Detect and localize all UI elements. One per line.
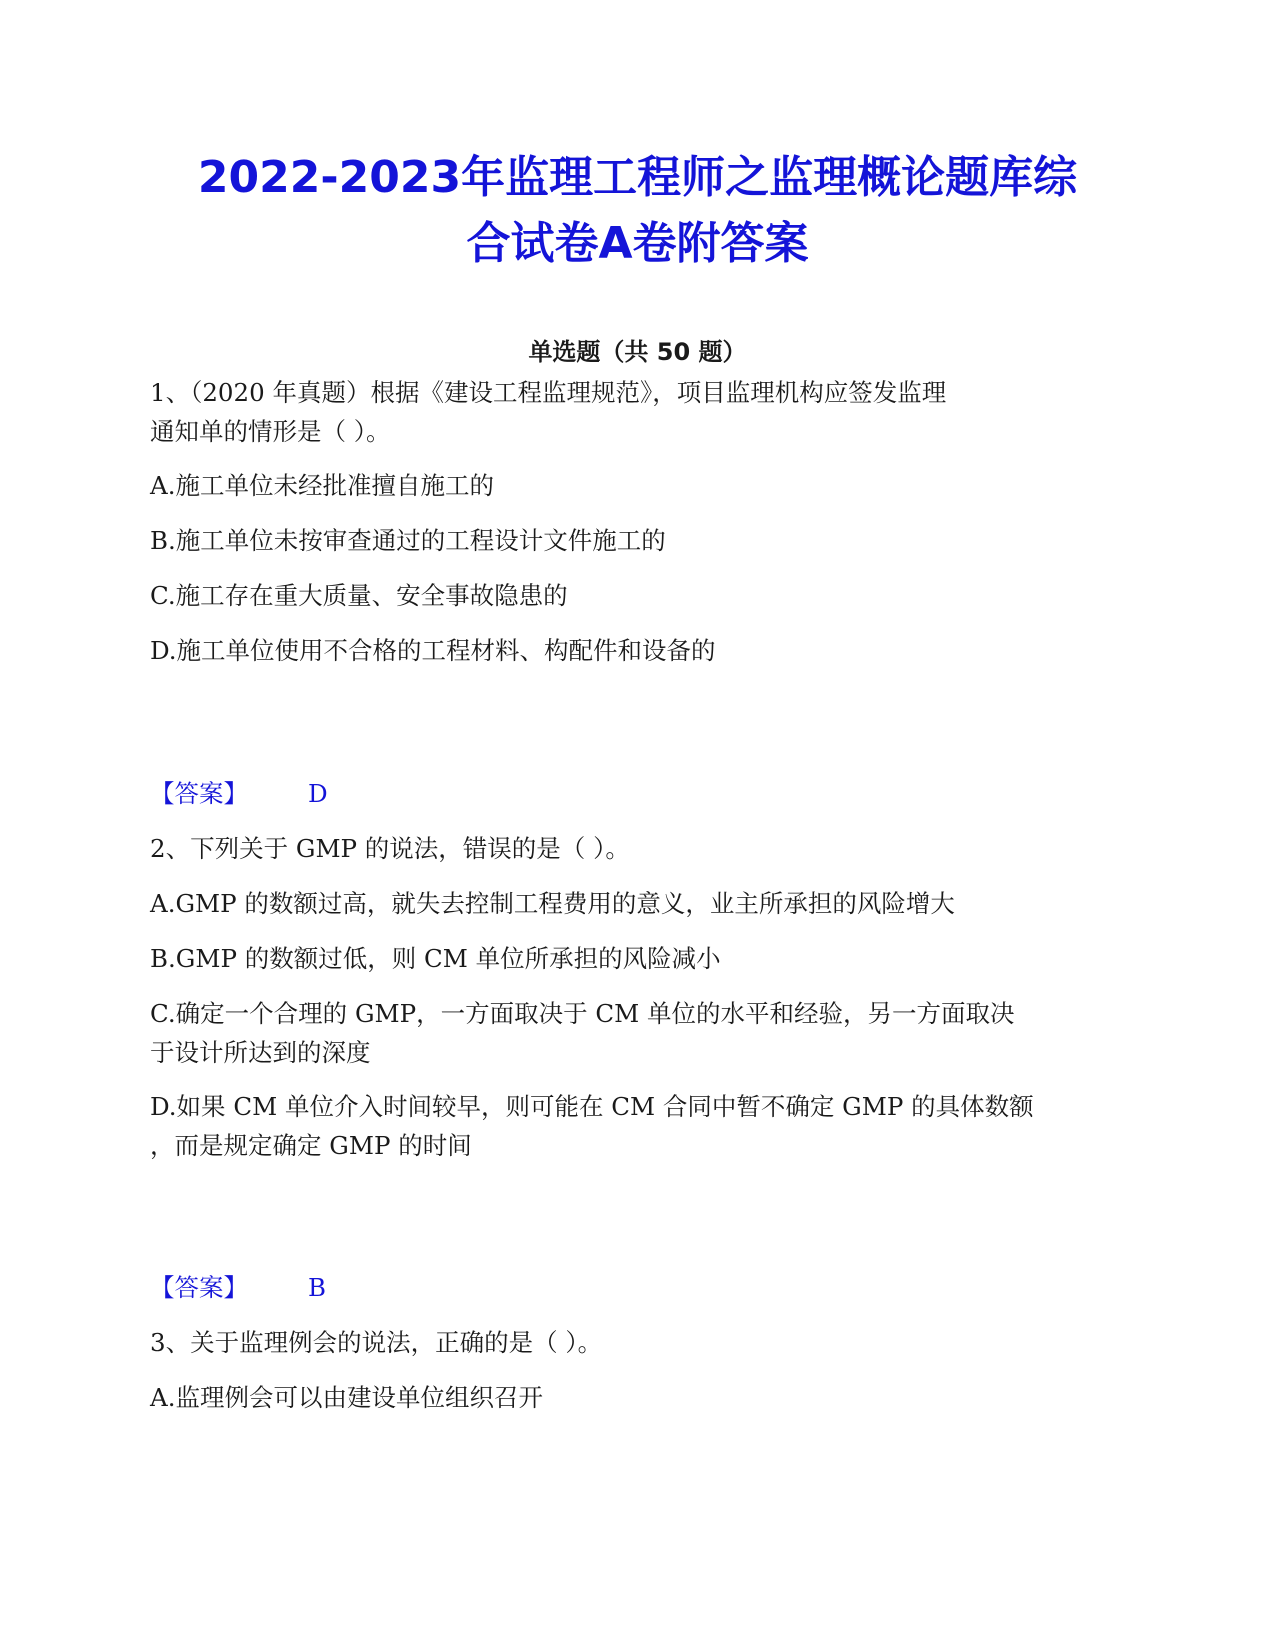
question-2-option-c-line-1: C.确定一个合理的 GMP，一方面取决于 CM 单位的水平和经验，另一方面取决 <box>150 999 1015 1028</box>
question-2-option-a: A.GMP 的数额过高，就失去控制工程费用的意义，业主所承担的风险增大 <box>150 889 955 918</box>
answer-value: B <box>308 1273 327 1302</box>
question-3-stem: 3、关于监理例会的说法，正确的是（ ）。 <box>150 1328 603 1357</box>
question-1-option-b: B.施工单位未按审查通过的工程设计文件施工的 <box>150 526 666 555</box>
question-2-answer <box>150 1270 1130 1306</box>
title-line-1: 2022-2023年监理工程师之监理概论题库综 <box>197 152 1078 203</box>
question-1-answer <box>150 776 1130 812</box>
answer-value: D <box>308 779 328 808</box>
title-line-2: 合试卷A卷附答案 <box>466 218 809 269</box>
question-1-stem-line-1: 1、（2020 年真题）根据《建设工程监理规范》，项目监理机构应签发监理 <box>150 378 947 407</box>
question-2-stem: 2、下列关于 GMP 的说法，错误的是（ ）。 <box>150 834 630 863</box>
section-heading: 单选题（共 50 题） <box>528 338 747 366</box>
question-1-option-d: D.施工单位使用不合格的工程材料、构配件和设备的 <box>150 636 716 665</box>
question-2-option-b: B.GMP 的数额过低，则 CM 单位所承担的风险减小 <box>150 944 721 973</box>
question-1-option-a: A.施工单位未经批准擅自施工的 <box>150 471 494 500</box>
question-2-option-c-line-2: 于设计所达到的深度 <box>150 1038 371 1067</box>
question-2-option-d-line-1: D.如果 CM 单位介入时间较早，则可能在 CM 合同中暂不确定 GMP 的具体数额 <box>150 1092 1034 1121</box>
answer-label: 【答案】 <box>150 779 248 808</box>
question-3-option-a: A.监理例会可以由建设单位组织召开 <box>150 1383 543 1412</box>
question-1-option-c: C.施工存在重大质量、安全事故隐患的 <box>150 581 568 610</box>
question-1-stem-line-2: 通知单的情形是（ ）。 <box>150 417 391 446</box>
question-2-option-d-line-2: ，而是规定确定 GMP 的时间 <box>150 1131 472 1160</box>
answer-label: 【答案】 <box>150 1273 248 1302</box>
document-title <box>60 145 1215 277</box>
